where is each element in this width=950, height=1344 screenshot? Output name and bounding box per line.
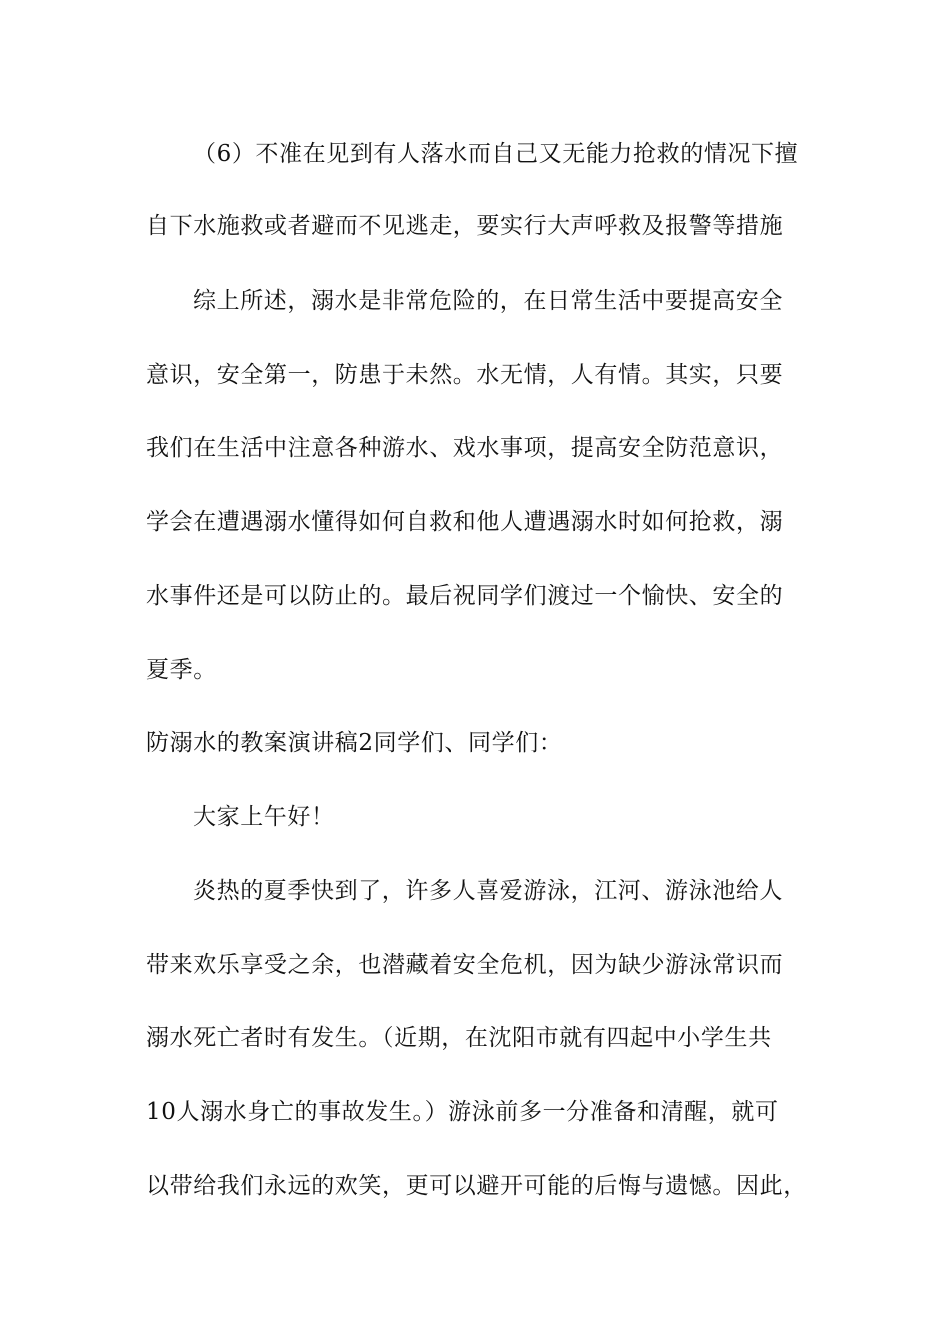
paragraph-line: 带来欢乐享受之余，也潜藏着安全危机，因为缺少游泳常识而 (146, 952, 784, 978)
greeting-line: 大家上午好！ (193, 804, 335, 830)
section-heading: 防溺水的教案演讲稿2同学们、同学们： (146, 730, 563, 756)
paragraph-line: 意识，安全第一，防患于未然。水无情，人有情。其实，只要 (146, 362, 784, 388)
paragraph-line: 学会在遭遇溺水懂得如何自救和他人遭遇溺水时如何抢救，溺 (146, 509, 784, 535)
paragraph-line: 夏季。 (146, 657, 217, 683)
paragraph-line: （6）不准在见到有人落水而自己又无能力抢救的情况下擅 (193, 141, 799, 167)
paragraph-line: 炎热的夏季快到了，许多人喜爱游泳，江河、游泳池给人 (193, 878, 783, 904)
paragraph-line: 水事件还是可以防止的。最后祝同学们渡过一个愉快、安全的 (146, 583, 784, 609)
paragraph-line: 自下水施救或者避而不见逃走，要实行大声呼救及报警等措施 (146, 213, 784, 239)
paragraph-line: 综上所述，溺水是非常危险的，在日常生活中要提高安全 (193, 288, 783, 314)
paragraph-line: 我们在生活中注意各种游水、戏水事项，提高安全防范意识， (146, 435, 784, 461)
paragraph-line: 溺水死亡者时有发生。（近期，在沈阳市就有四起中小学生共 (146, 1025, 772, 1051)
paragraph-line: 10人溺水身亡的事故发生。）游泳前多一分准备和清醒，就可 (146, 1099, 779, 1125)
paragraph-line: 以带给我们永远的欢笑，更可以避开可能的后悔与遗憾。因此， (146, 1173, 807, 1199)
